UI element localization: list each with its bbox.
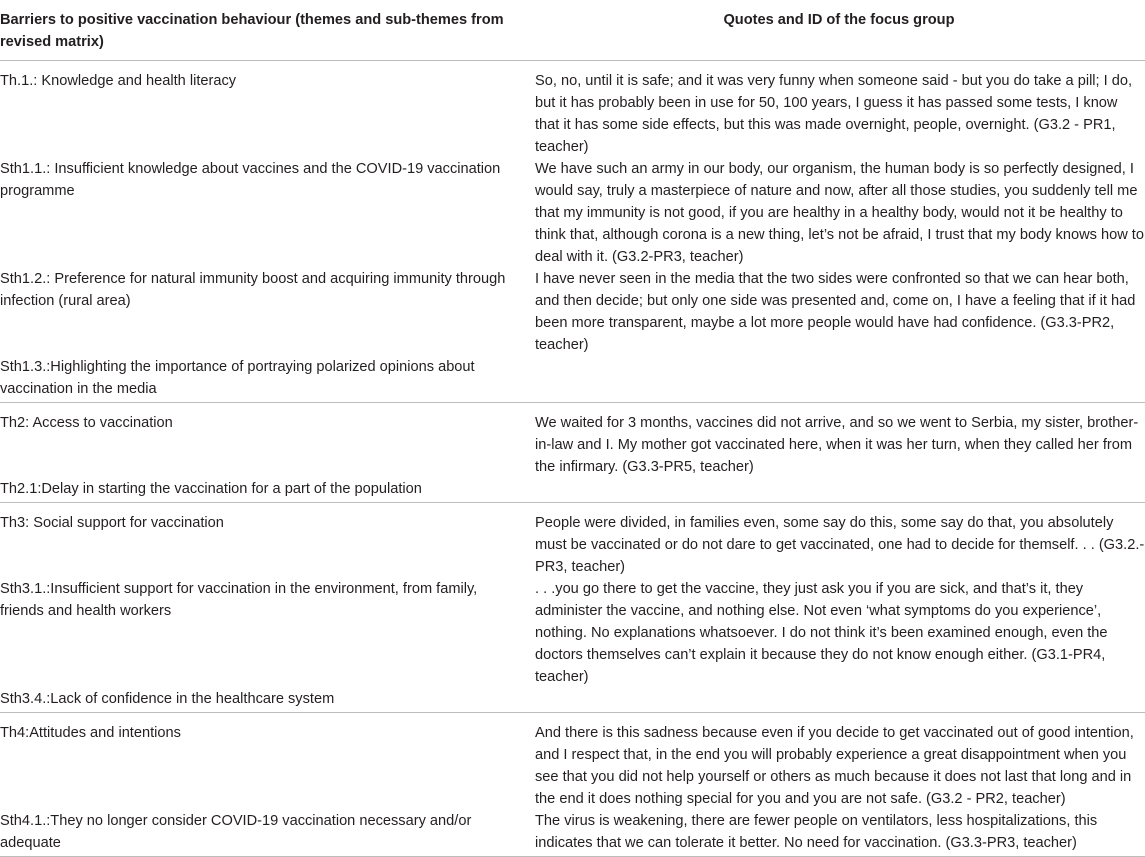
table-body bbox=[0, 61, 1145, 857]
table-row bbox=[0, 810, 1145, 857]
quote-cell: People were divided, in families even, some say do this, some say do that, you absolutely must be vaccinated or do not dare to get vaccinated, one had to decide for themself. . . (G3.2.- PR3, teacher) bbox=[535, 515, 1145, 575]
theme-cell: Sth3.4.:Lack of confidence in the healthcare system bbox=[0, 691, 335, 707]
theme-cell: Th2.1:Delay in starting the vaccination for a part of the population bbox=[0, 481, 422, 497]
table-row bbox=[0, 688, 1145, 713]
quote-cell bbox=[535, 478, 1145, 503]
quote-cell: We waited for 3 months, vaccines did not arrive, and so we went to Serbia, my sister, brother-in-law and I. My mother got vaccinated here, when it was her turn, when they called her from the infirmary. (G3.3-PR5, teacher) bbox=[535, 415, 1139, 475]
table-row bbox=[0, 158, 1145, 268]
quote-cell: . . .you go there to get the vaccine, they just ask you if you are sick, and that’s it, they administer the vaccine, and nothing else. Not even ‘what symptoms do you experience’, nothing. No explanations whatsoever. I do not think it’s been examined enough, even the doctors themselves can’t explain it because they do not know enough either. (G3.1-PR4, teacher) bbox=[535, 581, 1108, 685]
quote-cell: I have never seen in the media that the two sides were confronted so that we can hear both, and then decide; but only one side was presented and, come on, I have a feeling that if it had been more transparent, maybe a lot more people would have had confidence. (G3.3-PR2, teacher) bbox=[535, 271, 1136, 353]
theme-cell: Th.1.: Knowledge and health literacy bbox=[0, 73, 237, 89]
table-row bbox=[0, 713, 1145, 811]
theme-cell: Sth1.1.: Insufficient knowledge about vaccines and the COVID-19 vaccination programme bbox=[0, 161, 501, 199]
quote-cell: The virus is weakening, there are fewer people on ventilators, less hospitalizations, this indicates that we can tolerate it better. No need for vaccination. (G3.3-PR3, teacher) bbox=[535, 813, 1098, 851]
table-row bbox=[0, 403, 1145, 479]
theme-cell: Sth1.3.:Highlighting the importance of portraying polarized opinions about vaccination in the media bbox=[0, 359, 475, 397]
theme-cell: Th2: Access to vaccination bbox=[0, 415, 173, 431]
header-row bbox=[0, 0, 1145, 61]
theme-cell: Sth4.1.:They no longer consider COVID-19 vaccination necessary and/or adequate bbox=[0, 813, 472, 851]
quote-cell bbox=[535, 688, 1145, 713]
theme-cell: Th3: Social support for vaccination bbox=[0, 515, 224, 531]
table-row bbox=[0, 61, 1145, 159]
table-row bbox=[0, 478, 1145, 503]
theme-cell: Sth1.2.: Preference for natural immunity boost and acquiring immunity through infection (rural area) bbox=[0, 271, 506, 309]
table-row bbox=[0, 356, 1145, 403]
header-barriers: Barriers to positive vaccination behaviour (themes and sub-themes from revised matrix) bbox=[0, 12, 504, 50]
table-row bbox=[0, 578, 1145, 688]
quote-cell: So, no, until it is safe; and it was very funny when someone said - but you do take a pill; I do, but it has probably been in use for 50, 100 years, I guess it has passed some tests, I know that it has some side effects, but this was made overnight, people, overnight. (G3.2 - PR1, teacher) bbox=[535, 73, 1133, 155]
table-header bbox=[0, 0, 1145, 61]
quote-cell bbox=[535, 356, 1145, 403]
theme-cell: Sth3.1.:Insufficient support for vaccination in the environment, from family, friends and health workers bbox=[0, 581, 478, 619]
table-row bbox=[0, 503, 1145, 579]
theme-cell: Th4:Attitudes and intentions bbox=[0, 725, 181, 741]
quote-cell: We have such an army in our body, our organism, the human body is so perfectly designed, I would say, truly a masterpiece of nature and now, after all those studies, you suddenly tell me that my immunity is not good, if you are healthy in a healthy body, would not it be healthy to think that, although corona is a new thing, let’s not be afraid, I trust that my body knows how to deal with it. (G3.2-PR3, teacher) bbox=[535, 161, 1144, 265]
quote-cell: And there is this sadness because even if you decide to get vaccinated out of good intention, and I respect that, in the end you will probably experience a great disappointment when you see that you did not help yourself or others as much because it does not last that long and in the end it does nothing special for you and you are not safe. (G3.2 - PR2, teacher) bbox=[535, 725, 1134, 807]
table-row bbox=[0, 268, 1145, 356]
header-quotes: Quotes and ID of the focus group bbox=[723, 12, 955, 28]
